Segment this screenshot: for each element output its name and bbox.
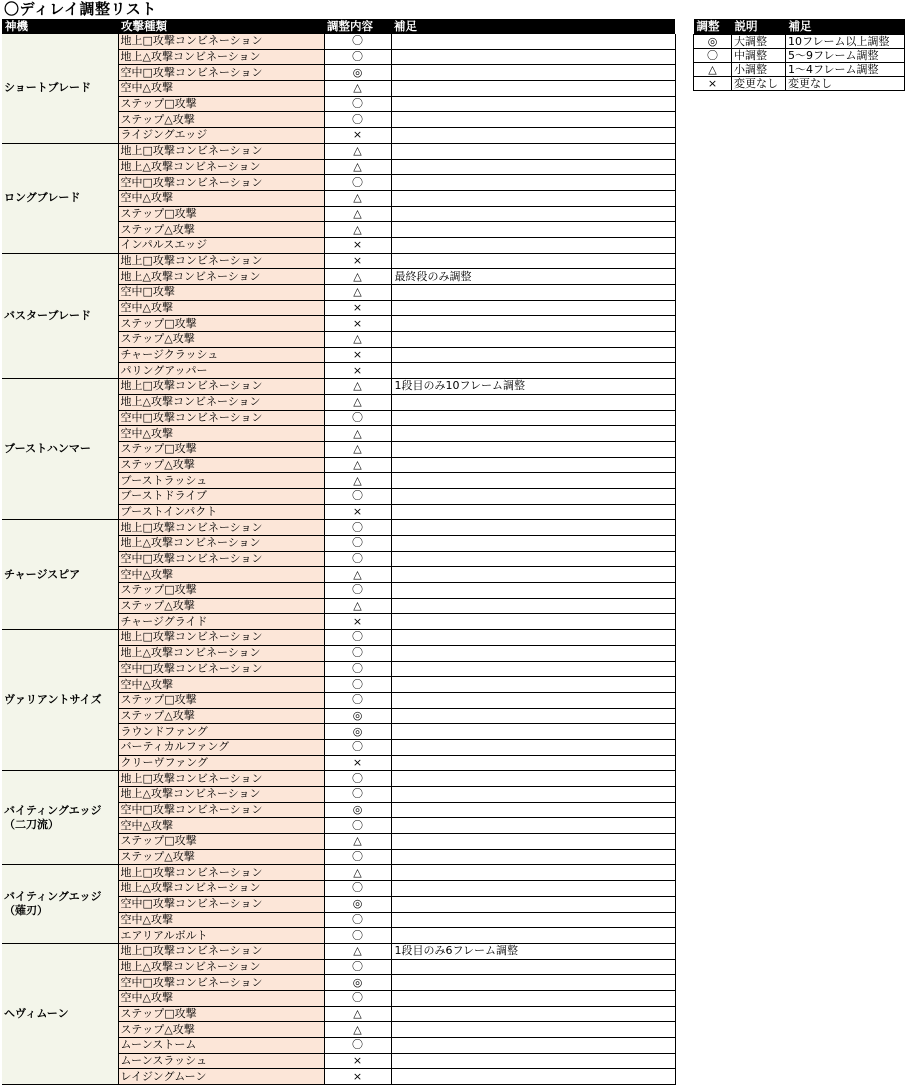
attack-type: ステップ△攻撃 bbox=[118, 598, 324, 614]
adjust-symbol: 〇 bbox=[324, 488, 391, 504]
note-cell bbox=[391, 410, 675, 426]
god-arc-name: ショートブレード bbox=[2, 34, 118, 143]
adjust-symbol: ◎ bbox=[324, 896, 391, 912]
note-cell bbox=[391, 630, 675, 646]
note-cell: 1段目のみ10フレーム調整 bbox=[391, 379, 675, 395]
adjust-symbol: ◎ bbox=[324, 802, 391, 818]
attack-type: ブーストドライブ bbox=[118, 488, 324, 504]
note-cell bbox=[391, 347, 675, 363]
legend-row bbox=[694, 35, 905, 49]
legend-desc: 変更なし bbox=[732, 77, 786, 91]
attack-type: 地上△攻撃コンビネーション bbox=[118, 394, 324, 410]
note-cell bbox=[391, 896, 675, 912]
note-cell bbox=[391, 49, 675, 65]
note-cell bbox=[391, 1038, 675, 1054]
adjust-symbol: △ bbox=[324, 1022, 391, 1038]
note-cell bbox=[391, 661, 675, 677]
adjust-symbol: 〇 bbox=[324, 959, 391, 975]
table-row bbox=[2, 520, 675, 536]
note-cell bbox=[391, 739, 675, 755]
attack-type: エアリアルボルト bbox=[118, 928, 324, 944]
attack-type: ムーンストーム bbox=[118, 1038, 324, 1054]
adjust-symbol: △ bbox=[324, 834, 391, 850]
table-row bbox=[2, 865, 675, 881]
note-cell bbox=[391, 771, 675, 787]
note-cell bbox=[391, 441, 675, 457]
legend-symbol: × bbox=[694, 77, 732, 91]
attack-type: 地上△攻撃コンビネーション bbox=[118, 536, 324, 552]
note-cell bbox=[391, 614, 675, 630]
note-cell bbox=[391, 990, 675, 1006]
adjust-symbol: × bbox=[324, 504, 391, 520]
adjust-symbol: ◎ bbox=[324, 708, 391, 724]
note-cell bbox=[391, 504, 675, 520]
adjust-symbol: △ bbox=[324, 441, 391, 457]
attack-type: 地上△攻撃コンビネーション bbox=[118, 959, 324, 975]
adjust-symbol: 〇 bbox=[324, 739, 391, 755]
table-header-row bbox=[2, 19, 675, 34]
note-cell bbox=[391, 881, 675, 897]
note-cell bbox=[391, 724, 675, 740]
adjust-symbol: 〇 bbox=[324, 551, 391, 567]
attack-type: 地上□攻撃コンビネーション bbox=[118, 943, 324, 959]
note-cell bbox=[391, 300, 675, 316]
attack-type: ムーンスラッシュ bbox=[118, 1053, 324, 1069]
legend-table bbox=[693, 19, 905, 91]
adjust-symbol: × bbox=[324, 347, 391, 363]
adjust-symbol: × bbox=[324, 363, 391, 379]
adjust-symbol: ◎ bbox=[324, 975, 391, 991]
attack-type: 空中□攻撃コンビネーション bbox=[118, 410, 324, 426]
adjust-symbol: △ bbox=[324, 222, 391, 238]
note-cell bbox=[391, 426, 675, 442]
note-cell bbox=[391, 645, 675, 661]
note-cell bbox=[391, 975, 675, 991]
attack-type: 空中△攻撃 bbox=[118, 567, 324, 583]
adjust-symbol: △ bbox=[324, 865, 391, 881]
adjust-symbol: × bbox=[324, 300, 391, 316]
attack-type: 空中□攻撃コンビネーション bbox=[118, 661, 324, 677]
adjust-symbol: × bbox=[324, 253, 391, 269]
adjust-symbol: 〇 bbox=[324, 520, 391, 536]
attack-type: ステップ△攻撃 bbox=[118, 222, 324, 238]
attack-type: ライジングエッジ bbox=[118, 128, 324, 144]
attack-type: ラウンドファング bbox=[118, 724, 324, 740]
adjust-symbol: △ bbox=[324, 206, 391, 222]
attack-type: ステップ△攻撃 bbox=[118, 457, 324, 473]
god-arc-name: バイティングエッジ（薙刃） bbox=[2, 865, 118, 943]
legend-note: 変更なし bbox=[786, 77, 905, 91]
attack-type: ステップ□攻撃 bbox=[118, 583, 324, 599]
table-row bbox=[2, 253, 675, 269]
attack-type: 空中□攻撃コンビネーション bbox=[118, 65, 324, 81]
legend-symbol: 〇 bbox=[694, 49, 732, 63]
adjust-symbol: 〇 bbox=[324, 849, 391, 865]
adjust-symbol: △ bbox=[324, 379, 391, 395]
table-row bbox=[2, 630, 675, 646]
adjust-symbol: △ bbox=[324, 473, 391, 489]
adjust-symbol: 〇 bbox=[324, 990, 391, 1006]
attack-type: 空中△攻撃 bbox=[118, 426, 324, 442]
attack-type: パリングアッパー bbox=[118, 363, 324, 379]
note-cell bbox=[391, 708, 675, 724]
adjust-symbol: △ bbox=[324, 457, 391, 473]
adjust-symbol: △ bbox=[324, 285, 391, 301]
attack-type: 空中□攻撃コンビネーション bbox=[118, 802, 324, 818]
note-cell bbox=[391, 457, 675, 473]
attack-type: レイジングムーン bbox=[118, 1069, 324, 1085]
god-arc-name: ヘヴィムーン bbox=[2, 943, 118, 1084]
attack-type: 空中□攻撃コンビネーション bbox=[118, 175, 324, 191]
attack-type: 地上□攻撃コンビネーション bbox=[118, 253, 324, 269]
adjust-symbol: 〇 bbox=[324, 96, 391, 112]
attack-type: 地上□攻撃コンビネーション bbox=[118, 630, 324, 646]
note-cell bbox=[391, 1053, 675, 1069]
attack-type: ステップ△攻撃 bbox=[118, 332, 324, 348]
adjust-symbol: 〇 bbox=[324, 787, 391, 803]
adjust-symbol: 〇 bbox=[324, 818, 391, 834]
attack-type: ステップ△攻撃 bbox=[118, 849, 324, 865]
god-arc-name: バスターブレード bbox=[2, 253, 118, 379]
attack-type: ステップ△攻撃 bbox=[118, 112, 324, 128]
god-arc-name: ロングブレード bbox=[2, 143, 118, 253]
adjust-symbol: 〇 bbox=[324, 645, 391, 661]
note-cell bbox=[391, 473, 675, 489]
attack-type: 空中△攻撃 bbox=[118, 990, 324, 1006]
adjust-symbol: 〇 bbox=[324, 771, 391, 787]
adjust-symbol: 〇 bbox=[324, 583, 391, 599]
adjust-symbol: ◎ bbox=[324, 65, 391, 81]
attack-type: 空中△攻撃 bbox=[118, 818, 324, 834]
adjust-symbol: × bbox=[324, 237, 391, 253]
note-cell bbox=[391, 598, 675, 614]
note-cell bbox=[391, 316, 675, 332]
attack-type: 地上△攻撃コンビネーション bbox=[118, 787, 324, 803]
table-row bbox=[2, 379, 675, 395]
legend-symbol: ◎ bbox=[694, 35, 732, 49]
note-cell bbox=[391, 394, 675, 410]
note-cell bbox=[391, 692, 675, 708]
adjust-symbol: × bbox=[324, 614, 391, 630]
adjust-symbol: 〇 bbox=[324, 630, 391, 646]
attack-type: ステップ□攻撃 bbox=[118, 1006, 324, 1022]
adjust-symbol: △ bbox=[324, 943, 391, 959]
attack-type: ブーストインパクト bbox=[118, 504, 324, 520]
note-cell bbox=[391, 567, 675, 583]
note-cell bbox=[391, 928, 675, 944]
attack-type: 空中□攻撃コンビネーション bbox=[118, 896, 324, 912]
adjust-symbol: 〇 bbox=[324, 928, 391, 944]
note-cell bbox=[391, 551, 675, 567]
note-cell bbox=[391, 34, 675, 49]
legend-desc: 大調整 bbox=[732, 35, 786, 49]
note-cell bbox=[391, 536, 675, 552]
adjust-symbol: 〇 bbox=[324, 677, 391, 693]
adjust-symbol: 〇 bbox=[324, 49, 391, 65]
attack-type: 空中△攻撃 bbox=[118, 81, 324, 97]
note-cell bbox=[391, 818, 675, 834]
attack-type: クリーヴファング bbox=[118, 755, 324, 771]
adjust-symbol: × bbox=[324, 755, 391, 771]
adjust-symbol: △ bbox=[324, 143, 391, 159]
god-arc-name: チャージスピア bbox=[2, 520, 118, 630]
legend-note: 10フレーム以上調整 bbox=[786, 35, 905, 49]
header-god: 神機 bbox=[2, 19, 118, 34]
page-title: 〇ディレイ調整リスト bbox=[4, 0, 157, 18]
adjust-symbol: △ bbox=[324, 567, 391, 583]
attack-type: 空中△攻撃 bbox=[118, 677, 324, 693]
adjust-symbol: 〇 bbox=[324, 410, 391, 426]
note-cell bbox=[391, 802, 675, 818]
attack-type: ステップ□攻撃 bbox=[118, 834, 324, 850]
note-cell bbox=[391, 112, 675, 128]
note-cell bbox=[391, 520, 675, 536]
attack-type: ステップ□攻撃 bbox=[118, 96, 324, 112]
adjust-symbol: △ bbox=[324, 269, 391, 285]
adjust-symbol: × bbox=[324, 1069, 391, 1085]
attack-type: 地上□攻撃コンビネーション bbox=[118, 520, 324, 536]
god-arc-name: バイティングエッジ（二刀流） bbox=[2, 771, 118, 865]
note-cell bbox=[391, 912, 675, 928]
attack-type: 地上△攻撃コンビネーション bbox=[118, 269, 324, 285]
attack-type: ステップ□攻撃 bbox=[118, 692, 324, 708]
attack-type: 地上□攻撃コンビネーション bbox=[118, 865, 324, 881]
attack-type: 地上□攻撃コンビネーション bbox=[118, 143, 324, 159]
note-cell bbox=[391, 190, 675, 206]
legend-symbol: △ bbox=[694, 63, 732, 77]
note-cell bbox=[391, 959, 675, 975]
legend-desc: 中調整 bbox=[732, 49, 786, 63]
legend-row bbox=[694, 63, 905, 77]
header-note: 補足 bbox=[391, 19, 675, 34]
adjust-symbol: ◎ bbox=[324, 724, 391, 740]
note-cell: 1段目のみ6フレーム調整 bbox=[391, 943, 675, 959]
adjust-symbol: × bbox=[324, 128, 391, 144]
attack-type: ステップ△攻撃 bbox=[118, 1022, 324, 1038]
delay-adjustment-table bbox=[2, 19, 676, 1085]
note-cell bbox=[391, 834, 675, 850]
attack-type: バーティカルファング bbox=[118, 739, 324, 755]
adjust-symbol: △ bbox=[324, 159, 391, 175]
note-cell bbox=[391, 583, 675, 599]
adjust-symbol: △ bbox=[324, 81, 391, 97]
note-cell bbox=[391, 755, 675, 771]
legend-note: 5～9フレーム調整 bbox=[786, 49, 905, 63]
adjust-symbol: 〇 bbox=[324, 661, 391, 677]
note-cell bbox=[391, 363, 675, 379]
legend-note: 1～4フレーム調整 bbox=[786, 63, 905, 77]
header-attack: 攻撃種類 bbox=[118, 19, 324, 34]
adjust-symbol: 〇 bbox=[324, 1038, 391, 1054]
note-cell bbox=[391, 849, 675, 865]
attack-type: インパルスエッジ bbox=[118, 237, 324, 253]
attack-type: チャージグライド bbox=[118, 614, 324, 630]
adjust-symbol: 〇 bbox=[324, 881, 391, 897]
note-cell bbox=[391, 787, 675, 803]
attack-type: 地上△攻撃コンビネーション bbox=[118, 645, 324, 661]
note-cell bbox=[391, 488, 675, 504]
note-cell bbox=[391, 143, 675, 159]
note-cell bbox=[391, 96, 675, 112]
note-cell bbox=[391, 677, 675, 693]
attack-type: ステップ□攻撃 bbox=[118, 316, 324, 332]
attack-type: 空中△攻撃 bbox=[118, 300, 324, 316]
attack-type: 地上△攻撃コンビネーション bbox=[118, 159, 324, 175]
note-cell bbox=[391, 285, 675, 301]
attack-type: 空中△攻撃 bbox=[118, 190, 324, 206]
legend-header-row bbox=[694, 19, 905, 35]
adjust-symbol: △ bbox=[324, 598, 391, 614]
legend-header-symbol: 調整 bbox=[694, 19, 732, 35]
note-cell bbox=[391, 237, 675, 253]
adjust-symbol: 〇 bbox=[324, 536, 391, 552]
adjust-symbol: 〇 bbox=[324, 912, 391, 928]
note-cell bbox=[391, 175, 675, 191]
note-cell bbox=[391, 65, 675, 81]
attack-type: 空中□攻撃コンビネーション bbox=[118, 975, 324, 991]
note-cell: 最終段のみ調整 bbox=[391, 269, 675, 285]
attack-type: 地上△攻撃コンビネーション bbox=[118, 49, 324, 65]
attack-type: チャージクラッシュ bbox=[118, 347, 324, 363]
adjust-symbol: △ bbox=[324, 394, 391, 410]
note-cell bbox=[391, 1069, 675, 1085]
attack-type: 空中□攻撃コンビネーション bbox=[118, 551, 324, 567]
god-arc-name: ブーストハンマー bbox=[2, 379, 118, 520]
attack-type: 地上△攻撃コンビネーション bbox=[118, 881, 324, 897]
note-cell bbox=[391, 1006, 675, 1022]
attack-type: 地上□攻撃コンビネーション bbox=[118, 771, 324, 787]
attack-type: 地上□攻撃コンビネーション bbox=[118, 379, 324, 395]
adjust-symbol: × bbox=[324, 316, 391, 332]
header-adjust: 調整内容 bbox=[324, 19, 391, 34]
attack-type: ブーストラッシュ bbox=[118, 473, 324, 489]
adjust-symbol: △ bbox=[324, 426, 391, 442]
adjust-symbol: × bbox=[324, 1053, 391, 1069]
attack-type: 空中△攻撃 bbox=[118, 912, 324, 928]
attack-type: ステップ△攻撃 bbox=[118, 708, 324, 724]
note-cell bbox=[391, 332, 675, 348]
note-cell bbox=[391, 1022, 675, 1038]
adjust-symbol: △ bbox=[324, 332, 391, 348]
table-row bbox=[2, 771, 675, 787]
note-cell bbox=[391, 159, 675, 175]
adjust-symbol: 〇 bbox=[324, 692, 391, 708]
attack-type: ステップ□攻撃 bbox=[118, 441, 324, 457]
legend-desc: 小調整 bbox=[732, 63, 786, 77]
note-cell bbox=[391, 81, 675, 97]
note-cell bbox=[391, 206, 675, 222]
adjust-symbol: △ bbox=[324, 1006, 391, 1022]
god-arc-name: ヴァリアントサイズ bbox=[2, 630, 118, 771]
adjust-symbol: △ bbox=[324, 190, 391, 206]
legend-header-desc: 説明 bbox=[732, 19, 786, 35]
note-cell bbox=[391, 253, 675, 269]
adjust-symbol: 〇 bbox=[324, 175, 391, 191]
note-cell bbox=[391, 865, 675, 881]
note-cell bbox=[391, 222, 675, 238]
legend-row bbox=[694, 77, 905, 91]
table-row bbox=[2, 143, 675, 159]
attack-type: 空中□攻撃 bbox=[118, 285, 324, 301]
table-row bbox=[2, 943, 675, 959]
adjust-symbol: 〇 bbox=[324, 34, 391, 49]
table-row bbox=[2, 34, 675, 49]
note-cell bbox=[391, 128, 675, 144]
legend-header-note: 補足 bbox=[786, 19, 905, 35]
legend-row bbox=[694, 49, 905, 63]
adjust-symbol: 〇 bbox=[324, 112, 391, 128]
attack-type: 地上□攻撃コンビネーション bbox=[118, 34, 324, 49]
attack-type: ステップ□攻撃 bbox=[118, 206, 324, 222]
